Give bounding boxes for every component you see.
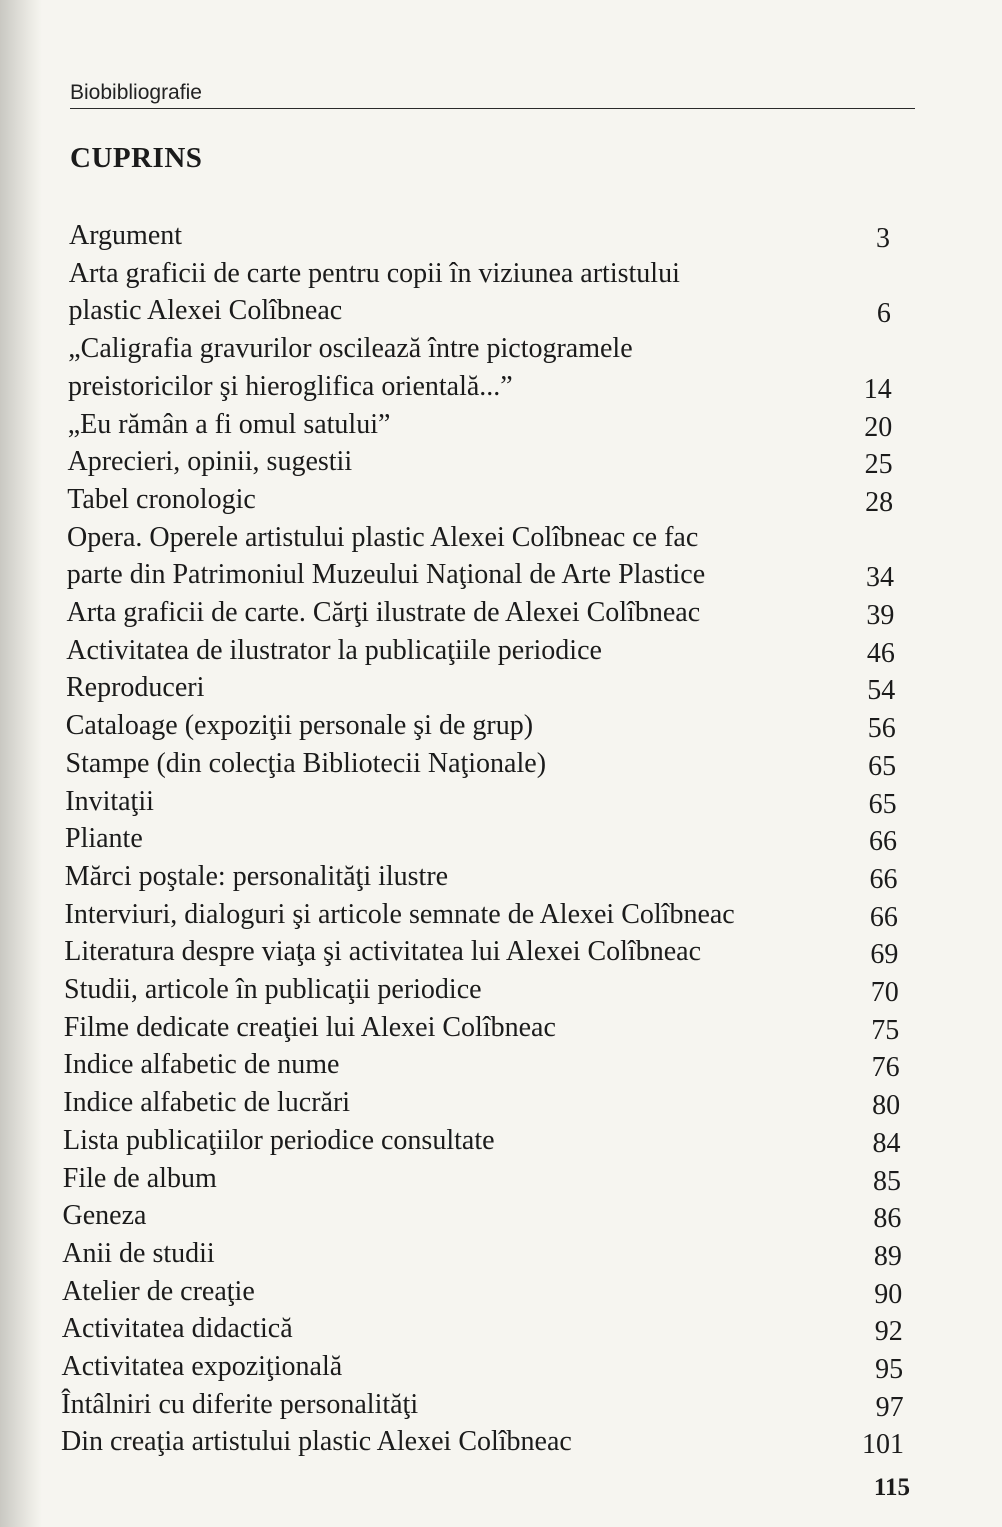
toc-entry-title: Întâlniri cu diferite personalităţi: [61, 1388, 419, 1420]
toc-entry-title: Stampe (din colecţia Bibliotecii Naţionale): [65, 747, 547, 779]
toc-entry-title: Tabel cronologic: [67, 483, 256, 515]
toc-entry-page: 101: [862, 1429, 904, 1461]
toc-entry-title: Cataloage (expoziţii personale şi de grup): [65, 710, 534, 742]
toc-entry-title: Interviuri, dialoguri şi articole semnate de Alexei Colîbneac: [64, 898, 735, 930]
toc-entry-page: 39: [866, 600, 895, 631]
toc-entry-title: Arta graficii de carte pentru copii în viziunea artistului: [68, 257, 680, 289]
toc-entry-title: plastic Alexei Colîbneac: [68, 295, 343, 327]
toc-entry-title: Lista publicaţiilor periodice consultate: [63, 1124, 495, 1156]
toc-entry-title: Pliante: [65, 823, 143, 855]
toc-entry-title: parte din Patrimoniul Muzeului Naţional de Arte Plastice: [66, 559, 706, 591]
toc-entry-title: Argument: [69, 220, 183, 251]
toc-entry-title: Arta graficii de carte. Cărţi ilustrate de Alexei Colîbneac: [66, 597, 701, 628]
toc-entry-page: 75: [871, 1014, 900, 1046]
toc-entry-page: 54: [867, 675, 896, 707]
toc-entry-title: Studii, articole în publicaţii periodice: [64, 974, 482, 1005]
toc-entry-page: 69: [870, 939, 899, 971]
toc-entry-page: 6: [876, 298, 891, 330]
page-number: 115: [873, 1474, 910, 1501]
toc-entry-title: Anii de studii: [62, 1237, 215, 1269]
toc-entry-title: preistoricilor şi hieroglifica orientală...”: [68, 370, 513, 402]
toc-entry-page: 46: [866, 637, 895, 669]
toc-entry-title: Din creaţia artistului plastic Alexei Colîbneac: [61, 1426, 572, 1458]
toc-entry-title: Aprecieri, opinii, sugestii: [67, 446, 353, 478]
toc-entry-title: Invitaţii: [65, 785, 154, 817]
toc-entry-page: 25: [864, 449, 893, 481]
toc-entry-title: Activitatea expoziţională: [61, 1351, 343, 1382]
toc-entry-page: 70: [870, 977, 899, 1008]
toc-entry-title: Indice alfabetic de lucrări: [63, 1087, 351, 1119]
toc-entry-title: Activitatea didactică: [61, 1313, 293, 1345]
toc-entry-page: 80: [872, 1090, 901, 1122]
toc-entry-page: 34: [865, 562, 894, 594]
page-title: CUPRINS: [70, 142, 203, 174]
toc-entry-title: Literatura despre viaţa şi activitatea lui Alexei Colîbneac: [64, 936, 701, 968]
toc-entry-page: 56: [867, 713, 896, 745]
toc-entry-page: 3: [876, 223, 890, 254]
toc-entry-page: 65: [868, 750, 897, 782]
toc-entry-page: 97: [875, 1391, 904, 1423]
running-head-text: Biobibliografie: [70, 81, 202, 104]
toc-entry-page: 66: [869, 901, 898, 933]
toc-entry-page: 90: [874, 1278, 903, 1310]
toc-entry-page: 66: [869, 826, 897, 858]
toc-entry-title: „Eu rămân a fi omul satului”: [67, 408, 391, 440]
toc-entry-page: 65: [868, 788, 897, 820]
toc-entry-page: 14: [863, 373, 892, 405]
toc-entry-page: 20: [864, 411, 893, 443]
toc-entry-page: 66: [869, 863, 898, 895]
toc-entry-title: Indice alfabetic de nume: [63, 1049, 340, 1081]
toc-entry-page: 95: [875, 1354, 904, 1385]
toc-entry-page: 92: [874, 1316, 903, 1348]
toc-entry-page: 28: [865, 486, 894, 518]
toc-entry-title: „Caligrafia gravurilor oscilează între pictogramele: [68, 333, 633, 365]
toc-entry-title: File de album: [62, 1162, 217, 1194]
toc-entry-title: Atelier de creaţie: [62, 1275, 255, 1307]
toc-entry-title: Opera. Operele artistului plastic Alexei Colîbneac ce fac: [67, 521, 699, 553]
toc-entry-page: 89: [873, 1240, 902, 1272]
toc-entry-page: 86: [873, 1203, 902, 1235]
toc-entry-page: 76: [871, 1052, 900, 1084]
toc-entry-title: Mărci poştale: personalităţi ilustre: [64, 860, 449, 892]
toc-entry-page: 85: [872, 1165, 901, 1197]
toc-entry-page: 84: [872, 1127, 901, 1159]
toc-entry-title: Geneza: [62, 1200, 147, 1232]
toc-entry-title: Reproduceri: [66, 672, 205, 704]
toc-entry-title: Activitatea de ilustrator la publicaţiile periodice: [66, 634, 602, 666]
toc-entry-title: Filme dedicate creaţiei lui Alexei Colîbneac: [63, 1011, 556, 1043]
